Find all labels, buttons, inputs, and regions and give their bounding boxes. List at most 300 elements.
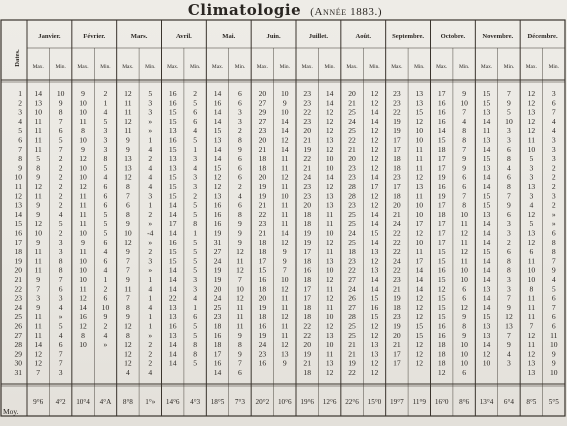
max-temp-value: 12 (527, 209, 536, 219)
min-temp-value: 5 (58, 321, 63, 331)
max-temp-value: 27 (213, 247, 222, 257)
min-temp-value: 9 (282, 358, 287, 368)
min-temp-value: 12 (460, 302, 468, 312)
min-temp-value: 9 (462, 312, 467, 322)
max-temp-value: 7 (125, 293, 130, 303)
min-temp-value: 5 (193, 265, 198, 275)
min-temp-value: 11 (325, 209, 334, 219)
max-temp-value: 15 (437, 256, 446, 266)
average-value: 4°3 (190, 398, 201, 406)
max-temp-value: 23 (348, 200, 356, 210)
min-temp-value: 9 (507, 302, 511, 312)
max-temp-value: 15 (437, 293, 446, 303)
min-temp-value: 3 (507, 284, 511, 294)
max-temp-value: 19 (303, 228, 312, 238)
max-temp-value: 19 (393, 116, 401, 126)
max-temp-value: 3 (529, 172, 534, 182)
min-temp-value: 6 (193, 107, 198, 117)
min-temp-value: 7 (238, 358, 242, 368)
max-temp-value: 16 (213, 219, 222, 229)
max-temp-value: 18 (258, 247, 267, 257)
min-temp-value: 9 (551, 265, 556, 275)
max-temp-value: 5 (529, 154, 534, 164)
max-temp-value: 18 (393, 302, 401, 312)
max-temp-value: 13 (482, 163, 491, 173)
max-temp-value: 22 (393, 228, 401, 238)
max-temp-value: 24 (393, 256, 401, 266)
min-temp-value: 12 (280, 284, 289, 294)
min-temp-value: 14 (325, 98, 334, 108)
min-temp-value: 13 (415, 98, 424, 108)
min-temp-value: 5 (193, 135, 198, 145)
min-temp-value: 12 (325, 144, 334, 154)
min-temp-value: 3 (193, 275, 198, 284)
min-temp-value: 3 (193, 284, 198, 294)
min-temp-value: 12 (325, 368, 334, 377)
max-temp-value: 11 (34, 126, 42, 136)
max-temp-value: 20 (303, 126, 312, 136)
max-temp-value: 11 (34, 191, 42, 201)
max-temp-value: 14 (34, 340, 43, 350)
max-subheader: Max. (122, 64, 134, 70)
min-temp-value: 7 (462, 107, 467, 117)
min-temp-value: 4 (193, 126, 198, 136)
max-temp-value: 27 (348, 302, 356, 312)
min-temp-value: 12 (370, 200, 379, 210)
max-temp-value: 14 (482, 172, 491, 182)
max-temp-value: 12 (124, 340, 132, 350)
max-temp-value: 9 (81, 144, 85, 154)
min-temp-value: 13 (415, 89, 424, 98)
min-temp-value: 11 (415, 163, 423, 173)
min-temp-value: 9 (238, 228, 242, 238)
min-temp-value: 12 (325, 321, 334, 331)
max-temp-value: 16 (213, 358, 222, 368)
day-number: 22 (14, 284, 22, 294)
average-value: 5°5 (548, 398, 559, 406)
max-temp-value: 13 (34, 98, 43, 108)
max-temp-value: 12 (79, 154, 87, 164)
month-header: Avril. (176, 33, 192, 40)
min-temp-value: 2 (58, 200, 63, 210)
min-temp-value: 13 (280, 349, 289, 359)
max-temp-value: 10 (124, 228, 132, 238)
min-subheader: Min. (414, 64, 425, 70)
max-temp-value: 15 (168, 144, 177, 154)
min-temp-value: 14 (415, 275, 424, 284)
max-temp-value: 16 (168, 321, 177, 331)
min-temp-value: 11 (236, 302, 244, 312)
max-temp-value: 14 (482, 265, 491, 275)
min-temp-value: 12 (370, 135, 379, 145)
min-temp-value: 3 (103, 126, 108, 136)
min-temp-value: 10 (460, 358, 468, 368)
min-temp-value: 8 (58, 107, 63, 117)
min-temp-value: 11 (281, 163, 289, 173)
max-temp-value: 16 (303, 265, 312, 275)
min-temp-value: 2 (507, 237, 511, 247)
max-temp-value: 12 (527, 237, 536, 247)
max-temp-value: 13 (527, 358, 536, 368)
min-temp-value: 11 (281, 219, 289, 229)
min-temp-value: 5 (148, 89, 153, 98)
max-temp-value: 15 (482, 98, 491, 108)
min-temp-value: 4 (148, 302, 153, 312)
max-temp-value: 21 (393, 340, 401, 350)
average-value: 4°A (99, 398, 112, 406)
max-temp-value: 12 (527, 126, 536, 136)
min-temp-value: 3 (148, 191, 153, 201)
min-temp-value: 10 (549, 368, 558, 377)
day-number: 29 (14, 349, 22, 359)
max-temp-value: 10 (34, 228, 43, 238)
max-temp-value: 13 (482, 321, 491, 331)
min-temp-value: 3 (507, 126, 511, 136)
max-temp-value: 23 (258, 349, 267, 359)
min-temp-value: 9 (551, 358, 556, 368)
average-value: 15°0 (367, 398, 382, 406)
max-temp-value: 17 (437, 163, 446, 173)
max-temp-value: 20 (258, 293, 267, 303)
average-value: 6°4 (503, 398, 514, 406)
min-temp-value: 12 (370, 256, 379, 266)
day-number: 4 (18, 116, 22, 126)
min-temp-value: 2 (551, 172, 556, 182)
day-number: 24 (14, 302, 22, 312)
max-temp-value: 13 (482, 284, 491, 294)
min-subheader: Min. (369, 64, 380, 70)
min-temp-value: 12 (415, 340, 424, 350)
min-temp-value: 5 (103, 163, 108, 173)
max-temp-value: 23 (213, 312, 222, 322)
max-temp-value: 13 (482, 107, 491, 117)
min-temp-value: 6 (238, 200, 242, 210)
max-temp-value: 25 (348, 107, 356, 117)
min-temp-value: 7 (462, 144, 467, 154)
min-temp-value: 8 (551, 247, 556, 257)
max-temp-value: 3 (529, 163, 534, 173)
min-temp-value: 10 (101, 302, 110, 312)
max-temp-value: 7 (125, 191, 130, 201)
max-temp-value: 9 (125, 247, 130, 257)
min-temp-value: 11 (325, 247, 334, 257)
min-temp-value: 3 (507, 275, 511, 284)
max-temp-value: 25 (348, 209, 356, 219)
min-temp-value: 3 (193, 154, 198, 164)
max-temp-value: 14 (168, 265, 177, 275)
min-temp-value: 7 (462, 191, 467, 201)
min-temp-value: 2 (238, 126, 242, 136)
max-temp-value: 23 (393, 98, 401, 108)
min-temp-value: 11 (281, 330, 289, 340)
max-temp-value: 4 (125, 368, 130, 377)
max-temp-value: 19 (213, 275, 222, 284)
max-temp-value: 11 (34, 247, 42, 257)
min-temp-value: 9 (507, 340, 511, 350)
min-temp-value: 2 (551, 163, 556, 173)
max-temp-value: 22 (348, 265, 356, 275)
max-temp-value: 7 (125, 256, 130, 266)
max-temp-value: 24 (348, 284, 356, 294)
max-temp-value: 11 (527, 312, 536, 322)
min-temp-value: 6 (238, 368, 242, 377)
max-subheader: Max. (256, 64, 268, 70)
max-temp-value: 15 (437, 302, 446, 312)
max-temp-value: 8 (125, 302, 130, 312)
min-temp-value: 12 (505, 312, 513, 322)
max-temp-value: 16 (437, 321, 446, 331)
max-temp-value: 12 (79, 182, 87, 191)
max-temp-value: 21 (303, 135, 312, 145)
min-temp-value: 6 (507, 144, 511, 154)
min-temp-value: 6 (193, 116, 198, 126)
max-temp-value: 13 (527, 368, 536, 377)
min-temp-value: 11 (281, 154, 289, 164)
min-temp-value: 3 (103, 144, 108, 154)
max-temp-value: 11 (79, 191, 87, 201)
max-temp-value: 12 (124, 89, 132, 98)
max-temp-value: 13 (168, 302, 177, 312)
min-temp-value: 10 (460, 265, 468, 275)
max-temp-value: 25 (348, 237, 356, 247)
max-temp-value: 17 (437, 89, 446, 98)
max-temp-value: 9 (81, 237, 85, 247)
min-temp-value: 5 (103, 209, 108, 219)
min-temp-value: 14 (370, 219, 379, 229)
max-temp-value: 17 (303, 293, 312, 303)
max-temp-value: 9 (125, 135, 130, 145)
max-temp-value: 19 (258, 302, 267, 312)
min-subheader: Min. (189, 64, 201, 70)
min-temp-value: 6 (238, 163, 242, 173)
min-subheader: Min. (145, 64, 156, 70)
min-temp-value: 2 (103, 321, 108, 331)
max-temp-value: 18 (213, 321, 222, 331)
max-temp-value: 13 (213, 135, 222, 145)
average-value: 18°5 (210, 398, 225, 406)
max-temp-value: 23 (393, 312, 401, 322)
min-temp-value: 6 (103, 293, 108, 303)
min-temp-value: 12 (325, 107, 334, 117)
max-temp-value: 23 (303, 98, 312, 108)
max-temp-value: 22 (168, 293, 177, 303)
day-number: 19 (14, 256, 22, 266)
max-temp-value: 14 (482, 340, 491, 350)
min-temp-value: 4 (103, 172, 108, 182)
min-temp-value: 12 (370, 368, 379, 377)
min-temp-value: 9 (551, 349, 556, 359)
min-temp-value: 12 (370, 330, 379, 340)
min-temp-value: 1 (148, 312, 153, 322)
min-temp-value: 2 (148, 340, 153, 350)
max-temp-value: 24 (303, 172, 312, 182)
day-number: 8 (18, 154, 22, 164)
max-temp-value: 19 (393, 321, 401, 331)
min-temp-value: 11 (236, 312, 244, 322)
min-temp-value: 3 (507, 358, 511, 368)
max-temp-value: 15 (168, 107, 177, 117)
max-temp-value: 14 (437, 126, 446, 136)
min-temp-value: 6 (238, 89, 242, 98)
max-temp-value: 14 (168, 209, 177, 219)
min-temp-value: 2 (148, 358, 153, 368)
max-temp-value: 22 (303, 154, 312, 164)
min-temp-value: 6 (58, 126, 63, 136)
average-value: 16°0 (434, 398, 449, 406)
min-temp-value: 14 (280, 144, 289, 154)
max-temp-value: 11 (34, 116, 42, 126)
min-temp-value: 11 (415, 191, 423, 201)
min-temp-value: 11 (460, 219, 468, 229)
min-temp-value: 5 (103, 219, 108, 229)
min-temp-value: 5 (103, 228, 108, 238)
max-temp-value: 14 (79, 302, 87, 312)
max-temp-value: 29 (258, 107, 267, 117)
min-temp-value: 2 (238, 182, 242, 191)
max-temp-value: 14 (482, 256, 491, 266)
max-temp-value: 9 (36, 172, 41, 182)
day-number: 6 (18, 135, 22, 145)
min-temp-value: 14 (280, 126, 289, 136)
min-temp-value: 11 (325, 302, 334, 312)
min-temp-value: 6 (462, 182, 467, 191)
min-temp-value: 1 (193, 228, 198, 238)
max-temp-value: 9 (36, 209, 41, 219)
min-temp-value: 6 (58, 340, 63, 350)
max-temp-value: 21 (348, 98, 356, 108)
title-text: Climatologie (187, 1, 302, 19)
max-temp-value: 23 (303, 182, 312, 191)
max-temp-value: 11 (527, 256, 536, 266)
max-temp-value: 14 (168, 200, 177, 210)
average-value: 12°6 (322, 398, 337, 406)
max-temp-value: 18 (303, 302, 312, 312)
max-temp-value: 16 (258, 358, 267, 368)
min-temp-value: 2 (103, 284, 108, 294)
min-temp-value: 2 (148, 209, 153, 219)
max-temp-value: 21 (393, 209, 401, 219)
average-value: 10°6 (277, 398, 292, 406)
min-temp-value: 3 (238, 107, 242, 117)
max-temp-value: 15 (213, 126, 222, 136)
min-temp-value: 2 (58, 228, 63, 238)
min-temp-value: 6 (238, 98, 242, 108)
min-temp-value: 8 (507, 182, 511, 191)
max-temp-value: 5 (36, 154, 41, 164)
max-temp-value: 19 (393, 293, 401, 303)
max-temp-value: 27 (348, 275, 356, 284)
day-number: 17 (14, 237, 22, 247)
min-temp-value: 6 (103, 200, 108, 210)
min-temp-value: 6 (551, 228, 556, 238)
min-temp-value: 3 (148, 98, 153, 108)
max-temp-value: 7 (36, 368, 41, 377)
min-temp-value: 10 (460, 340, 468, 350)
max-temp-value: 16 (258, 321, 267, 331)
max-temp-value: 11 (79, 116, 87, 126)
min-temp-value: 4 (58, 209, 63, 219)
max-temp-value: 22 (348, 368, 356, 377)
min-temp-value: 6 (103, 182, 108, 191)
min-temp-value: 4 (103, 330, 108, 340)
min-temp-value: 12 (325, 116, 334, 126)
max-temp-value: 15 (482, 89, 491, 98)
min-temp-value: 12 (415, 358, 424, 368)
max-temp-value: 13 (168, 126, 177, 136)
max-temp-value: 15 (168, 256, 177, 266)
day-number: 28 (14, 340, 22, 350)
max-subheader: Max. (211, 64, 224, 70)
max-temp-value: 13 (124, 154, 132, 164)
min-temp-value: 12 (415, 293, 424, 303)
max-temp-value: 15 (168, 182, 177, 191)
max-temp-value: 13 (482, 135, 491, 145)
max-temp-value: 12 (124, 172, 132, 182)
max-temp-value: 23 (348, 163, 356, 173)
min-temp-value: 3 (551, 144, 556, 154)
max-temp-value: 25 (348, 219, 356, 229)
max-temp-value: 19 (213, 265, 222, 275)
max-subheader: Max. (525, 64, 537, 70)
max-temp-value: 18 (303, 368, 312, 377)
max-temp-value: 14 (168, 284, 177, 294)
month-header: Mars. (130, 33, 148, 40)
min-temp-value: 9 (462, 163, 467, 173)
min-temp-value: 7 (551, 256, 556, 266)
min-temp-value: 10 (415, 209, 424, 219)
min-subheader: Min. (503, 64, 515, 70)
min-temp-value: 13 (370, 247, 379, 257)
min-temp-value: 12 (415, 228, 424, 238)
max-temp-value: 13 (527, 182, 536, 191)
min-temp-value: 4 (551, 126, 556, 136)
max-temp-value: 14 (168, 349, 177, 359)
average-value: 1°» (145, 398, 156, 406)
max-temp-value: 8 (125, 330, 130, 340)
max-temp-value: 11 (124, 98, 132, 108)
max-temp-value: 18 (213, 340, 222, 350)
max-temp-value: 15 (258, 265, 267, 275)
max-temp-value: 7 (36, 284, 41, 294)
max-temp-value: 19 (303, 237, 312, 247)
min-temp-value: 6 (193, 312, 198, 322)
max-temp-value: 11 (527, 135, 536, 145)
min-subheader: Min. (458, 64, 470, 70)
max-temp-value: 12 (527, 116, 536, 126)
min-temp-value: 7 (58, 116, 63, 126)
max-temp-value: 14 (168, 358, 177, 368)
min-temp-value: 2 (103, 89, 108, 98)
day-number: 15 (14, 219, 22, 229)
max-temp-value: 3 (36, 293, 41, 303)
max-temp-value: 16 (437, 98, 446, 108)
max-temp-value: 12 (34, 358, 43, 368)
min-temp-value: 11 (415, 154, 423, 164)
min-temp-value: 1 (148, 275, 153, 284)
max-temp-value: 18 (303, 209, 312, 219)
min-temp-value: 1 (193, 302, 198, 312)
min-temp-value: 3 (507, 228, 511, 238)
max-temp-value: 28 (348, 312, 356, 322)
month-header: Juin. (266, 33, 281, 40)
max-temp-value: 22 (348, 135, 356, 145)
day-number: 25 (14, 312, 22, 322)
max-temp-value: 24 (393, 219, 401, 229)
min-temp-value: 5 (58, 219, 63, 229)
day-number: 16 (14, 228, 22, 238)
max-temp-value: 12 (213, 172, 222, 182)
min-temp-value: 10 (236, 284, 244, 294)
